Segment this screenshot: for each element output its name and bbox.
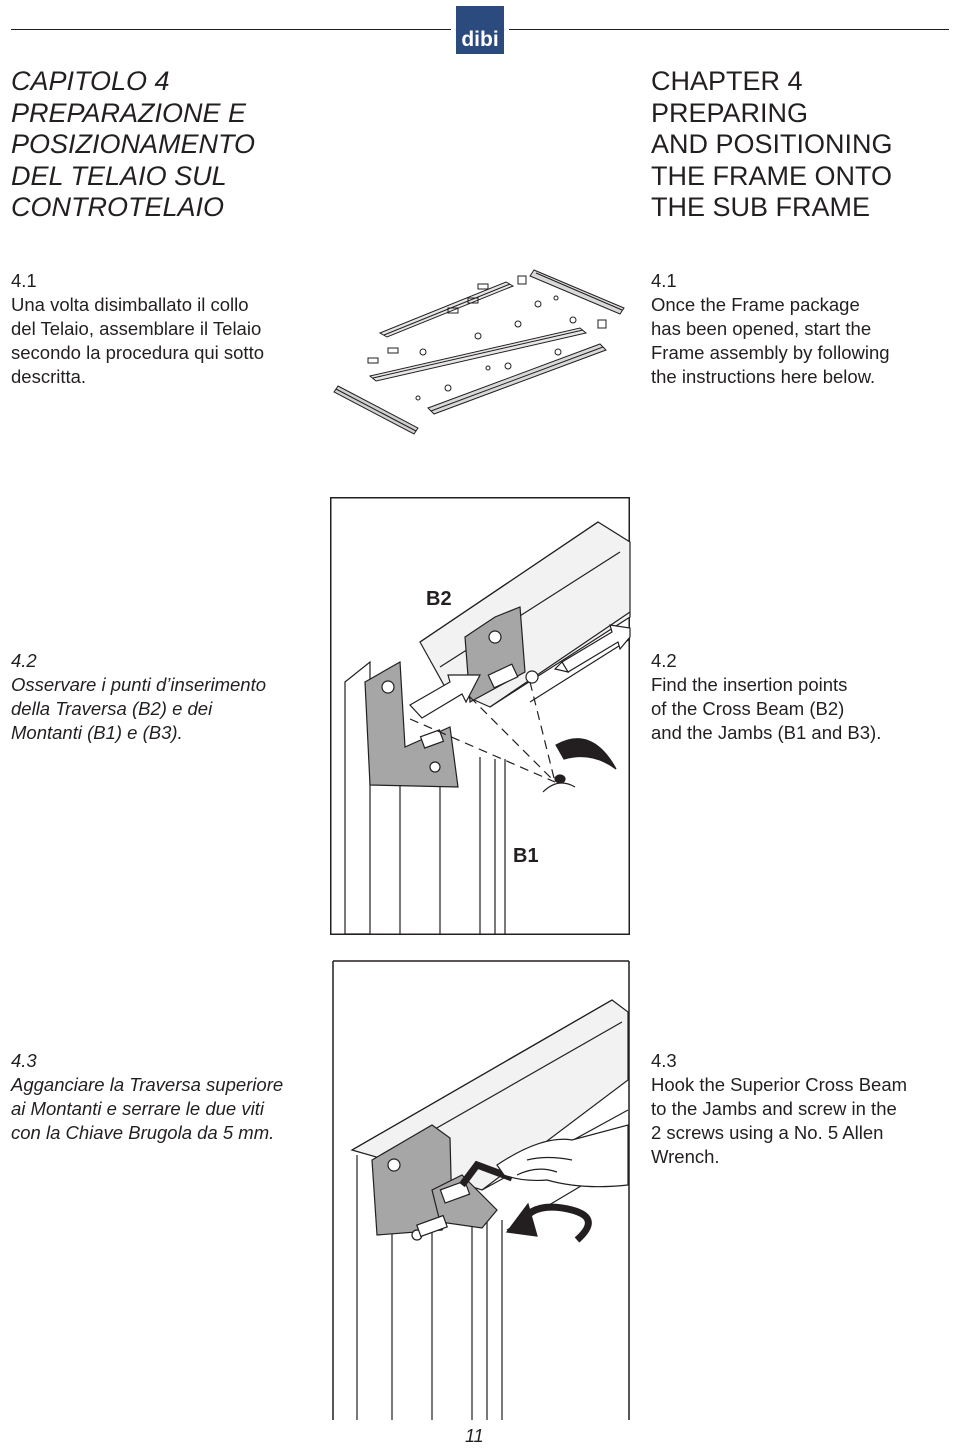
title-line: CONTROTELAIO: [11, 192, 225, 222]
text-line: Agganciare la Traversa superiore: [11, 1074, 284, 1095]
header-rule-left: [11, 29, 451, 30]
title-line: CHAPTER 4: [651, 66, 803, 96]
insertion-points-illustration: [330, 497, 632, 937]
section-number: 4.3: [11, 1050, 37, 1071]
text-line: Frame assembly by following: [651, 342, 890, 363]
section-4-2-english: [651, 649, 951, 745]
title-line: THE SUB FRAME: [651, 192, 871, 222]
title-line: POSIZIONAMENTO: [11, 129, 256, 159]
section-4-2-italian: [11, 649, 331, 745]
dibi-logo: [456, 6, 504, 54]
text-line: Once the Frame package: [651, 294, 860, 315]
title-line: PREPARING: [651, 97, 809, 128]
text-line: Osservare i punti d’inserimento: [11, 674, 266, 695]
title-line: THE FRAME ONTO: [651, 160, 893, 191]
section-4-3-italian: [11, 1049, 331, 1145]
text-line: and the Jambs (B1 and B3).: [651, 722, 882, 743]
page-number: 11: [465, 1426, 484, 1446]
text-line: Hook the Superior Cross Beam: [651, 1074, 908, 1095]
label-b1: B1: [513, 845, 539, 867]
chapter-title-italian: [11, 66, 331, 224]
section-number: 4.1: [651, 270, 677, 291]
logo-text: dibi: [461, 28, 499, 51]
text-line: 2 screws using a No. 5 Allen: [651, 1122, 884, 1143]
text-line: ai Montanti e serrare le due viti: [11, 1098, 264, 1119]
section-4-1-italian: [11, 269, 331, 389]
title-line: DEL TELAIO SUL: [11, 160, 227, 191]
title-line: PREPARAZIONE E: [11, 97, 247, 128]
section-number: 4.2: [651, 650, 677, 671]
title-line: CAPITOLO 4: [11, 66, 170, 96]
text-line: Wrench.: [651, 1146, 720, 1167]
text-line: Una volta disimballato il collo: [11, 294, 249, 315]
text-line: the instructions here below.: [651, 366, 876, 387]
text-line: del Telaio, assemblare il Telaio: [11, 318, 262, 339]
title-line: AND POSITIONING: [651, 129, 893, 159]
header-rule-right: [509, 29, 949, 30]
text-line: descritta.: [11, 366, 87, 387]
section-number: 4.1: [11, 270, 37, 291]
section-number: 4.3: [651, 1050, 677, 1071]
section-4-3-english: [651, 1049, 951, 1169]
text-line: to the Jambs and screw in the: [651, 1098, 897, 1119]
text-line: has been opened, start the: [651, 318, 872, 339]
text-line: Montanti (B1) e (B3).: [11, 722, 183, 743]
text-line: con la Chiave Brugola da 5 mm.: [11, 1122, 275, 1143]
text-line: of the Cross Beam (B2): [651, 698, 845, 719]
text-line: Find the insertion points: [651, 674, 848, 695]
text-line: della Traversa (B2) e dei: [11, 698, 213, 719]
allen-wrench-illustration: [332, 960, 632, 1420]
frame-kit-illustration: [328, 248, 628, 438]
text-line: secondo la procedura qui sotto: [11, 342, 265, 363]
section-4-1-english: [651, 269, 951, 389]
chapter-title-english: [651, 66, 951, 224]
section-number: 4.2: [11, 650, 37, 671]
label-b2: B2: [426, 588, 452, 610]
